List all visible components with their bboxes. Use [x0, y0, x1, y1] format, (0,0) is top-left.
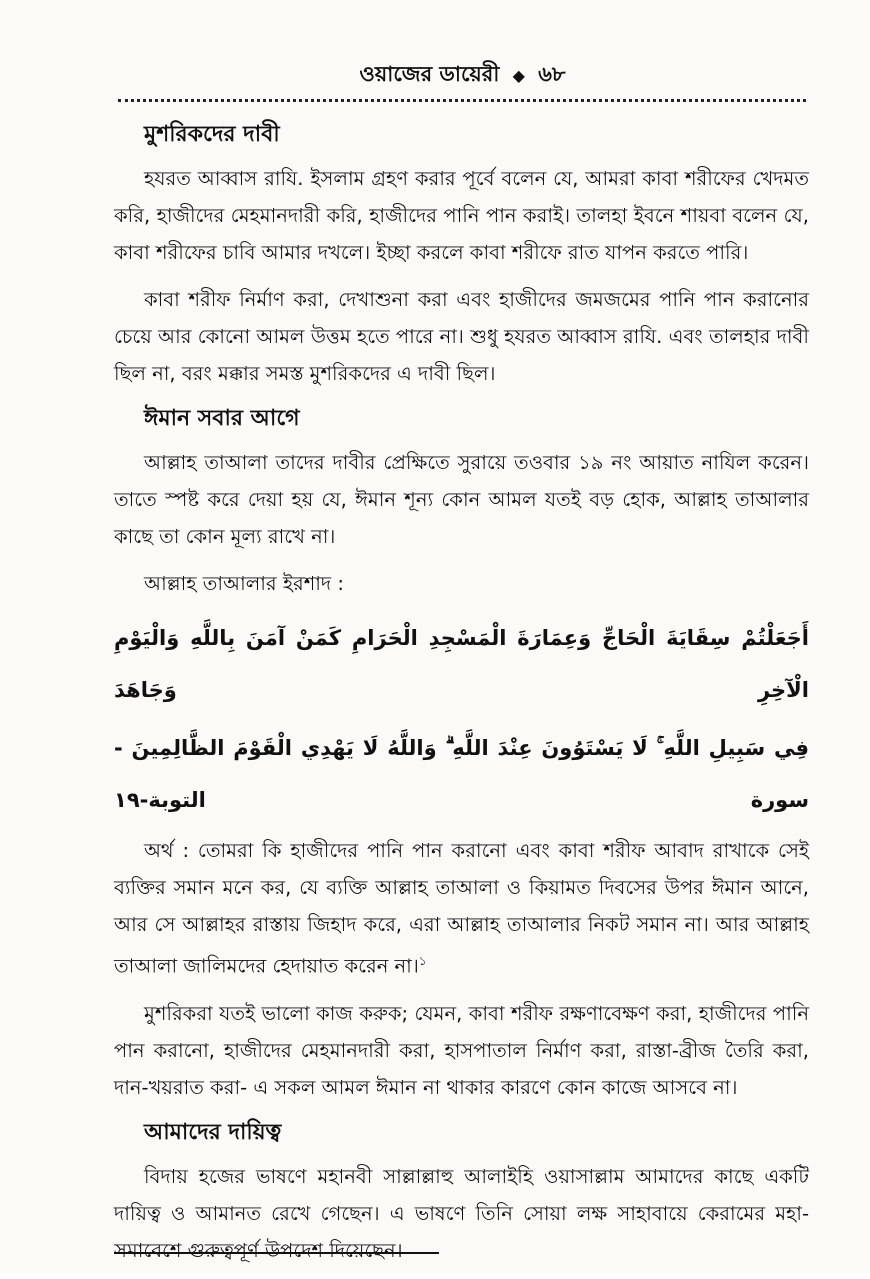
footnote-rule	[114, 1252, 439, 1254]
book-title: ওয়াজের ডায়েরী	[359, 62, 500, 86]
running-header	[120, 58, 805, 93]
dotted-rule	[118, 99, 806, 102]
paragraph: বিদায় হজের ভাষণে মহানবী সাল্লাল্লাহু আলাইহি ওয়াসাল্লাম আমাদের কাছে একটি দায়িত্ব ও আমানত রেখে গেছেন। এ ভাষণে তিনি সোয়া লক্ষ সাহাবায়ে কেরামের মহা-সমাবেশে গুরুত্বপূর্ণ উপদেশ দিয়েছেন।	[114, 1164, 809, 1262]
paragraph: হযরত আব্বাস রাযি. ইসলাম গ্রহণ করার পূর্বে বলেন যে, আমরা কাবা শরীফের খেদমত করি, হাজীদের মেহমানদারী করি, হাজীদের পানি পান করাই। তালহা ইবনে শায়বা বলেন যে, কাবা শরীফের চাবি আমার দখলে। ইচ্ছা করলে কাবা শরীফে রাত যাপন করতে পারি।	[114, 167, 809, 264]
page-number: ৬৮	[538, 62, 566, 86]
paragraph: কাবা শরীফ নির্মাণ করা, দেখাশুনা করা এবং হাজীদের জমজমের পানি পান করানোর চেয়ে আর কোনো আমল উত্তম হতে পারে না। শুধু হযরত আব্বাস রাযি. এবং তালহার দাবী ছিল না, বরং মক্কার সমস্ত মুশরিকদের এ দাবী ছিল।	[114, 288, 809, 385]
paragraph: মুশরিকরা যতই ভালো কাজ করুক; যেমন, কাবা শরীফ রক্ষণাবেক্ষণ করা, হাজীদের পানি পান করানো, হাজীদের মেহমানদারী করা, হাসপাতাল নির্মাণ করা, রাস্তা-ব্রীজ তৈরি করা, দান-খয়রাত করা- এ সকল আমল ঈমান না থাকার কারণে কোন কাজে আসবে না।	[114, 1001, 809, 1099]
section-heading-mushrik-claim: মুশরিকদের দাবী	[144, 122, 280, 147]
section-heading-our-duty: আমাদের দায়িত্ব	[144, 1119, 282, 1145]
section-heading-iman-first: ঈমান সবার আগে	[144, 406, 300, 431]
page-body	[114, 118, 809, 1279]
arabic-verse-line: فِي سَبِيلِ اللَّهِ ۚ لَا يَسْتَوُونَ عِنْدَ اللَّهِ ۗ وَاللَّهُ لَا يَهْدِي الْقَوْمَ الظَّالِمِينَ - سورة التوبة-١٩	[114, 736, 809, 812]
translation-text: অর্থ : তোমরা কি হাজীদের পানি পান করানো এবং কাবা শরীফ আবাদ রাখাকে সেই ব্যক্তির সমান মনে কর, যে ব্যক্তি আল্লাহ তাআলা ও কিয়ামত দিবসের উপর ঈমান আনে, আর সে আল্লাহর রাস্তায় জিহাদ করে, এরা আল্লাহ তাআলার নিকট সমান না। আর আল্লাহ তাআলা জালিমদের হেদায়াত করেন না।	[114, 839, 809, 978]
footnote-marker: ১	[418, 954, 427, 968]
paragraph: আল্লাহ তাআলা তাদের দাবীর প্রেক্ষিতে সুরায়ে তওবার ১৯ নং আয়াত নাযিল করেন। তাতে স্পষ্ট করে দেয়া হয় যে, ঈমান শূন্য কোন আমল যতই বড় হোক, আল্লাহ তাআলার কাছে তা কোন মূল্য রাখে না।	[114, 451, 809, 548]
translation-paragraph	[114, 832, 809, 985]
paragraph: আল্লাহ তাআলার ইরশাদ :	[144, 572, 344, 595]
diamond-separator-icon: ◆	[512, 66, 525, 85]
arabic-verse-line: أَجَعَلْتُمْ سِقَايَةَ الْحَاجِّ وَعِمَارَةَ الْمَسْجِدِ الْحَرَامِ كَمَنْ آمَنَ بِاللَّهِ وَالْيَوْمِ الْآخِرِ وَجَاهَدَ	[114, 626, 809, 702]
